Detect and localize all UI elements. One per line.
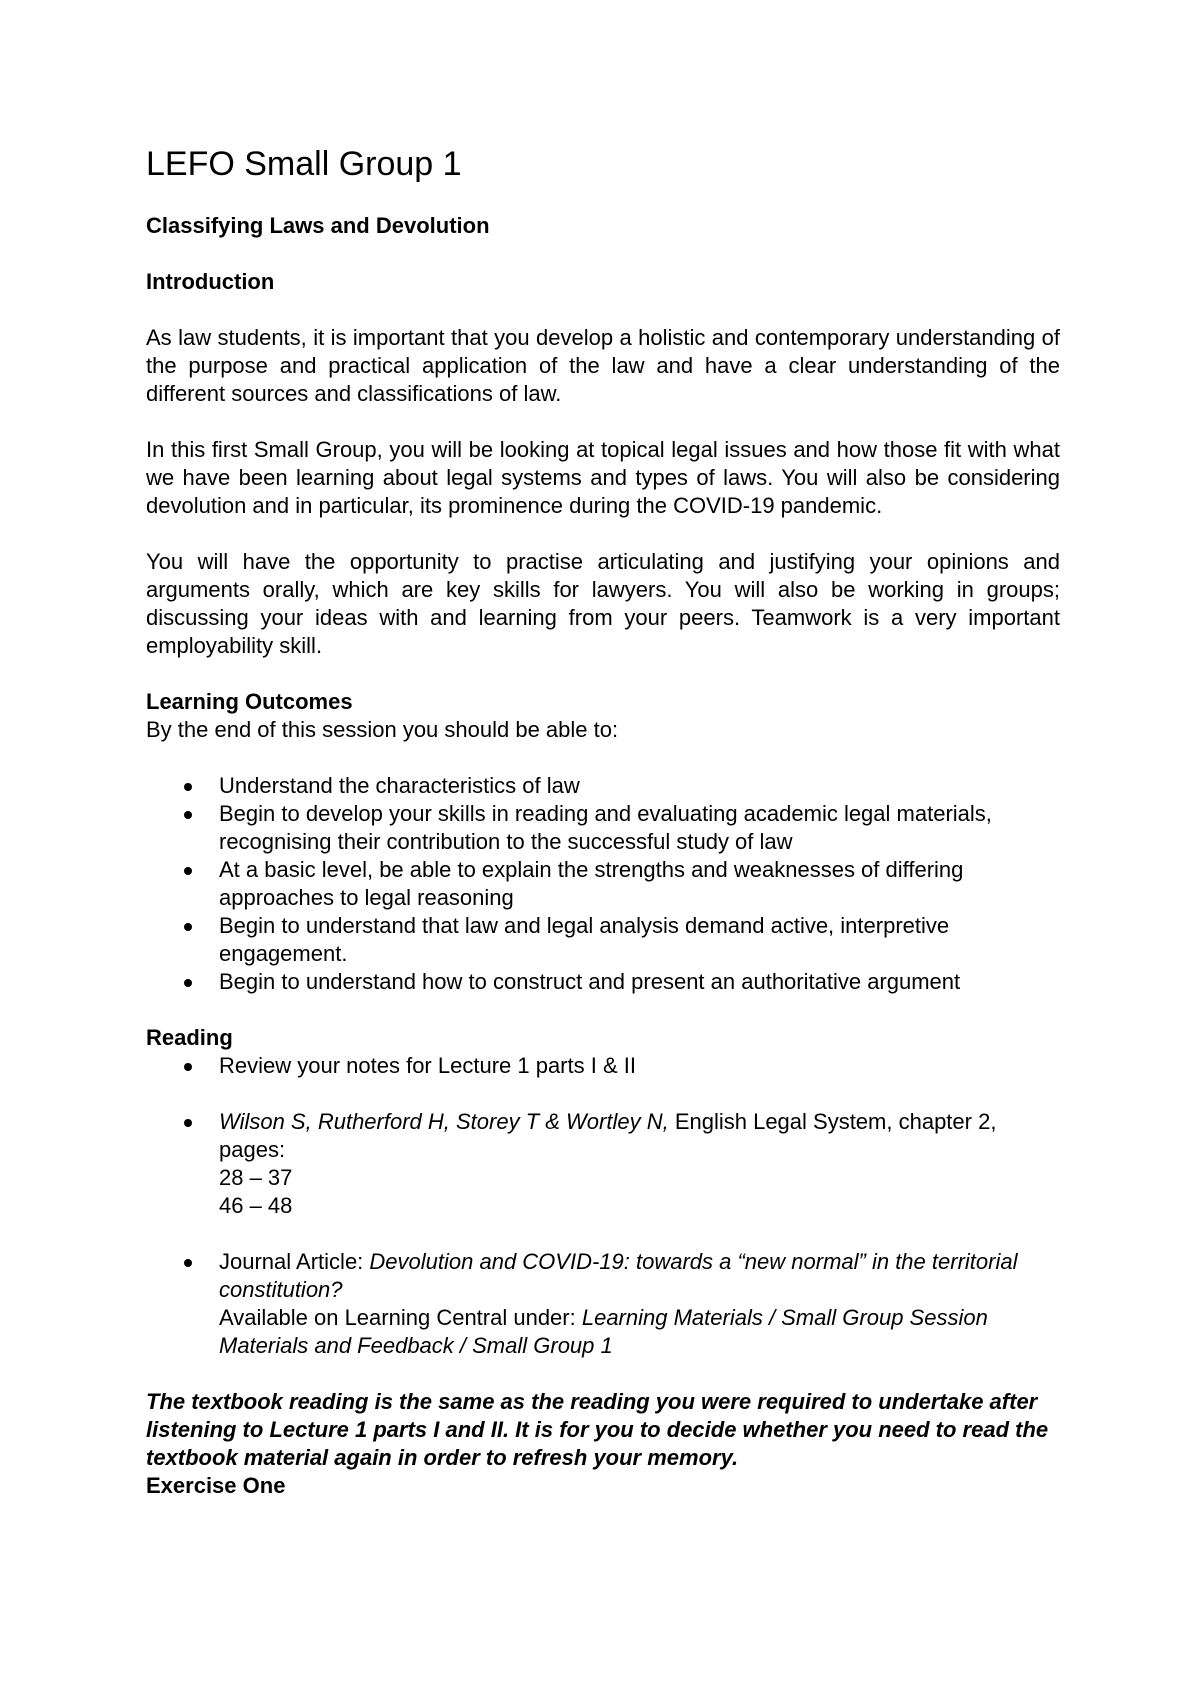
document-content (146, 142, 1060, 1500)
bullet-icon (184, 979, 192, 987)
bullet-icon (184, 811, 192, 819)
article-location: Learning Materials / Small Group Session Materials and Feedback / Small Group 1 (219, 1305, 988, 1358)
list-item: Begin to understand how to construct and present an authoritative argument (146, 968, 1060, 996)
reading-item-textbook: Wilson S, Rutherford H, Storey T & Wortley N, English Legal System, chapter 2, pages: 28 – 37 46 – 48 (146, 1108, 1060, 1220)
list-item: Begin to develop your skills in reading and evaluating academic legal materials, recognising their contribution to the successful study of law (146, 800, 1060, 856)
bullet-icon (184, 1119, 192, 1127)
introduction-paragraph-2: In this first Small Group, you will be looking at topical legal issues and how those fit with what we have been learning about legal systems and types of laws. You will also be considering devolution and in particular, its prominence during the COVID-19 pandemic. (146, 437, 1060, 518)
learning-outcomes-list (146, 772, 1060, 996)
list-item: At a basic level, be able to explain the strengths and weaknesses of differing approaches to legal reasoning (146, 856, 1060, 912)
introduction-heading: Introduction (146, 269, 275, 294)
document-title: LEFO Small Group 1 (146, 145, 462, 183)
page-range-2: 46 – 48 (219, 1193, 293, 1218)
exercise-one-heading: Exercise One (146, 1473, 286, 1498)
learning-outcomes-intro: By the end of this session you should be able to: (146, 717, 619, 742)
bullet-icon (184, 923, 192, 931)
reading-heading: Reading (146, 1025, 233, 1050)
reading-item-article: Journal Article: Devolution and COVID-19: towards a “new normal” in the territorial constitution? Available on Learning Central under: Learning Materials / Small Group Session Materials and Feedback / Small Group 1 (146, 1248, 1060, 1360)
bullet-icon (184, 1259, 192, 1267)
introduction-paragraph-1: As law students, it is important that you develop a holistic and contemporary understanding of the purpose and practical application of the law and have a clear understanding of the different sources and classifications of law. (146, 325, 1060, 406)
bullet-icon (184, 867, 192, 875)
document-subtitle: Classifying Laws and Devolution (146, 213, 490, 238)
introduction-paragraph-3: You will have the opportunity to practise articulating and justifying your opinions and arguments orally, which are key skills for lawyers. You will also be working in groups; discussing your ideas with and learning from your peers. Teamwork is a very important employability skill. (146, 549, 1060, 658)
bullet-icon (184, 1063, 192, 1071)
reading-list-article (146, 1248, 1060, 1360)
learning-outcomes-heading: Learning Outcomes (146, 689, 353, 714)
textbook-reading-note: The textbook reading is the same as the reading you were required to undertake after listening to Lecture 1 parts I and II. It is for you to decide whether you need to read the textbook material again in order to refresh your memory. (146, 1389, 1049, 1470)
list-item: Begin to understand that law and legal analysis demand active, interpretive engagement. (146, 912, 1060, 968)
reading-list (146, 1052, 1060, 1080)
list-item: Understand the characteristics of law (146, 772, 1060, 800)
bullet-icon (184, 783, 192, 791)
reading-item-notes: Review your notes for Lecture 1 parts I & II (146, 1052, 1060, 1080)
reading-list-textbook (146, 1108, 1060, 1220)
article-title: Devolution and COVID-19: towards a “new normal” in the territorial constitution? (219, 1249, 1018, 1302)
page-range-1: 28 – 37 (219, 1165, 293, 1190)
